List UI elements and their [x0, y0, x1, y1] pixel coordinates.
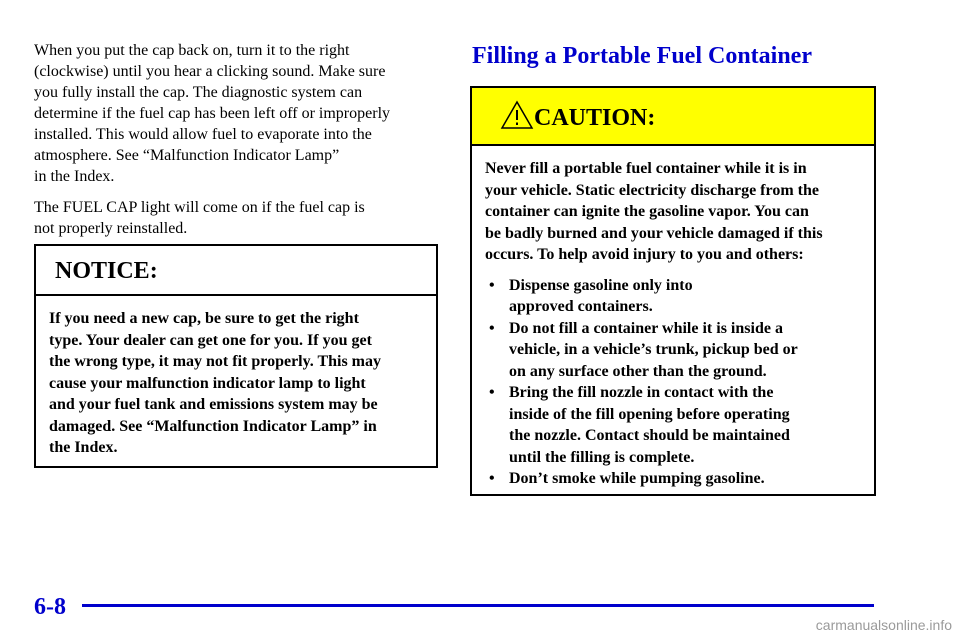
footer-divider	[82, 604, 874, 607]
caution-list	[485, 275, 874, 490]
bullet-icon: •	[489, 319, 495, 337]
section-title: Filling a Portable Fuel Container	[472, 43, 812, 69]
caution-title: CAUTION:	[534, 105, 656, 131]
watermark: carmanualsonline.info	[815, 617, 952, 633]
notice-body: If you need a new cap, be sure to get the right type. Your dealer can get one for you. If you get the wrong type, it may not fit properly. This may cause your malfunction indicator lamp to light and your fuel tank and emissions system may be damaged. See “Malfunction Indicator Lamp” in the Index.	[49, 310, 382, 456]
paragraph-fuel-cap-light: The FUEL CAP light will come on if the fuel cap is not properly reinstalled.	[34, 199, 365, 237]
bullet-icon: •	[489, 384, 495, 401]
list-item: • Do not fill a container while it is inside a vehicle, in a vehicle’s trunk, pickup bed or on any surface other than the ground.	[489, 319, 798, 380]
warning-triangle-icon	[500, 100, 534, 130]
caution-header	[472, 88, 874, 146]
caution-body: Never fill a portable fuel container while it is in your vehicle. Static electricity discharge from the container can ignite the gasoline vapor. You can be badly burned and your vehicle damaged if this occurs. To help avoid injury to you and others: • Dispense gasoline only into approved containers. • Do not fill a container while it is inside a vehicle, in a vehicle’s trunk, pickup bed or on any surface other than the ground. • Bring the fill nozzle in contact with the inside of the fill opening before operating the nozzle. Contact should be maintained until the filling is complete. • Don’t smoke while pumping gasoline.	[472, 146, 874, 490]
notice-title: NOTICE:	[36, 246, 436, 296]
page-number: 6-8	[34, 594, 66, 620]
caution-box	[470, 86, 876, 496]
bullet-icon: •	[489, 276, 495, 294]
notice-box	[34, 244, 438, 468]
bullet-icon: •	[489, 470, 495, 487]
list-item: • Dispense gasoline only into approved containers.	[489, 276, 693, 315]
list-item: • Bring the fill nozzle in contact with the inside of the fill opening before operating the nozzle. Contact should be maintained until the filling is complete.	[489, 384, 790, 466]
list-item: • Don’t smoke while pumping gasoline.	[485, 468, 874, 490]
paragraph-fuel-cap-install: When you put the cap back on, turn it to the right (clockwise) until you hear a clicking sound. Make sure you fully install the cap. The diagnostic system can determine if the fuel cap has been left off or improperly installed. This would allow fuel to evaporate into the atmosphere. See “Malfunction Indicator Lamp” in the Index.	[34, 42, 391, 185]
left-column	[34, 40, 442, 249]
